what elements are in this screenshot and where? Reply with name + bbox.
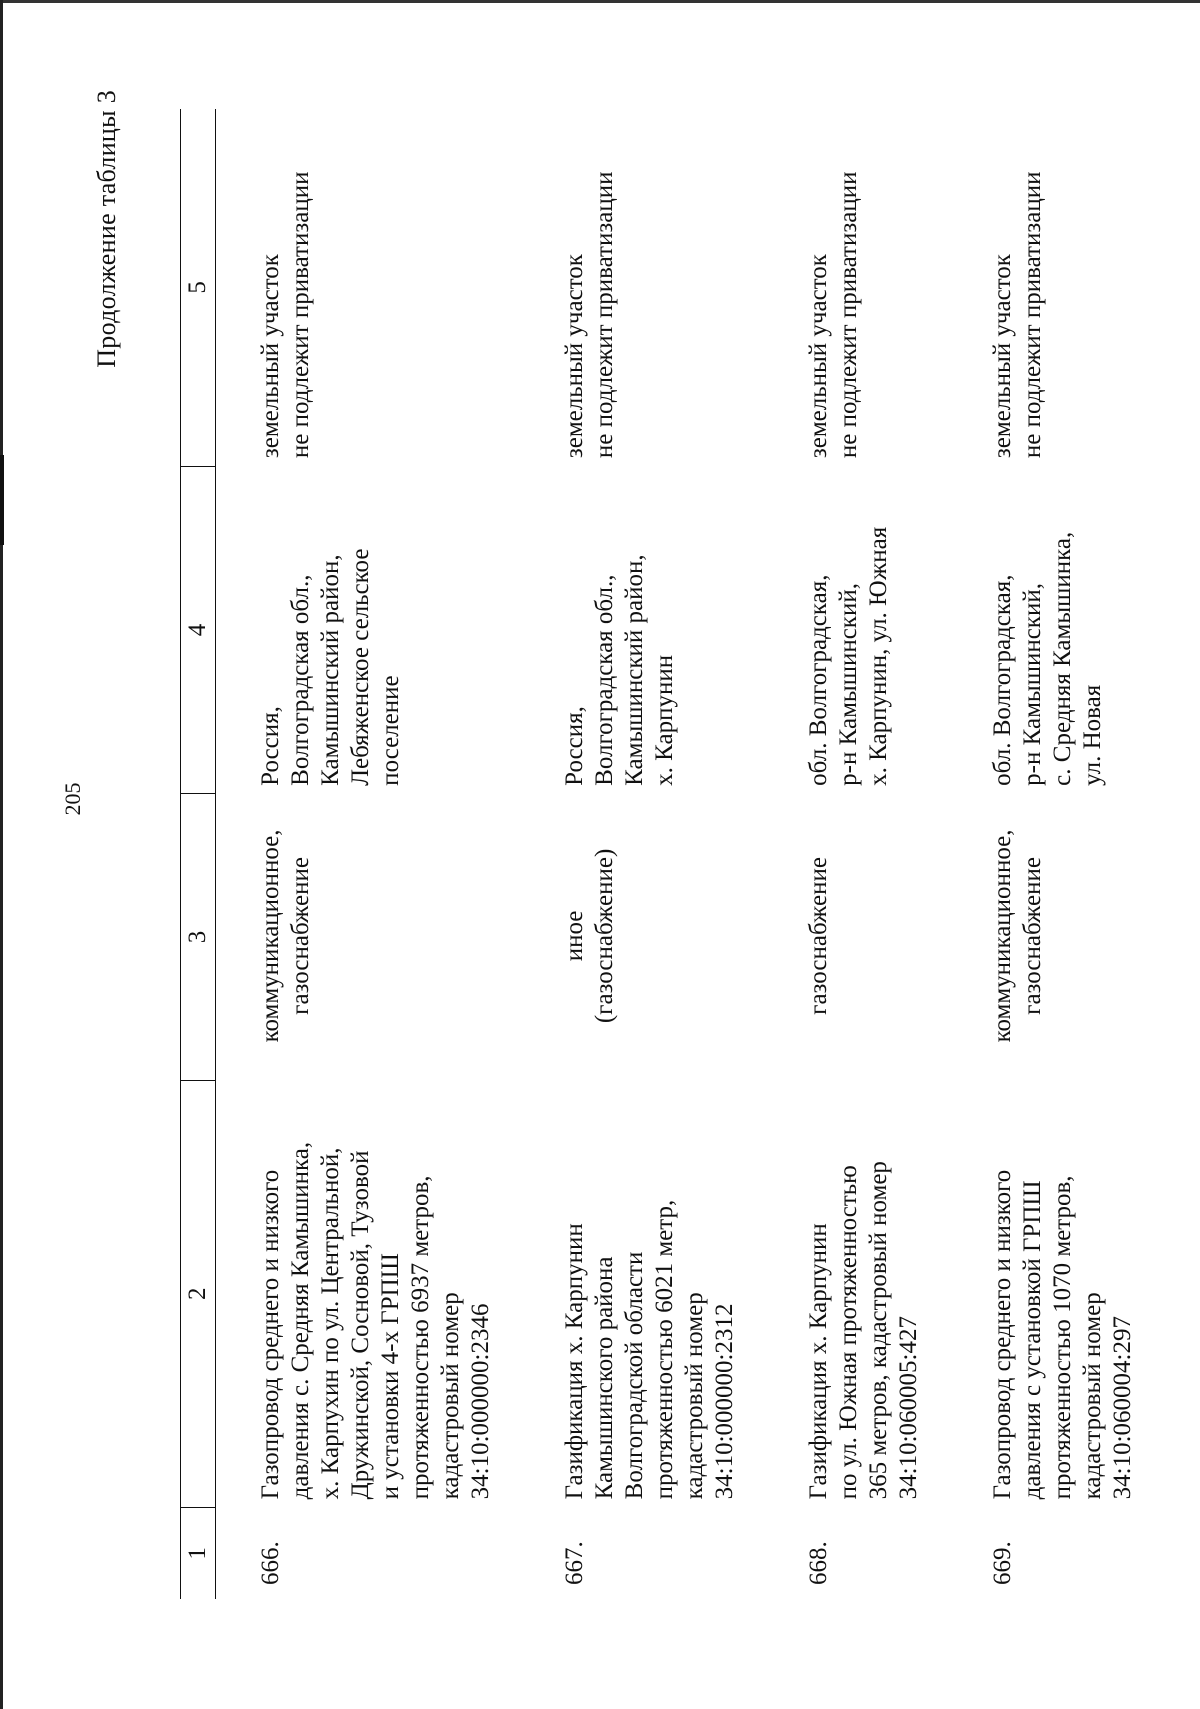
location-line: х. Карпунин, ул. Южная	[865, 526, 892, 786]
object-name-cell	[954, 1080, 1168, 1507]
purpose-line: иное	[561, 910, 588, 962]
object-name-line: кадастровый номер	[437, 1292, 464, 1500]
note-cell	[526, 109, 770, 466]
registry-table	[180, 109, 1168, 1599]
note-line: не подлежит приватизации	[591, 171, 618, 459]
row-number: 667.	[561, 1541, 588, 1585]
purpose-cell	[954, 794, 1168, 1080]
row-number: 666.	[257, 1541, 284, 1585]
object-name-line: Газификация х. Карпунин	[561, 1223, 588, 1500]
purpose-cell	[526, 794, 770, 1080]
object-name-line: Дружинской, Сосновой, Тузовой	[347, 1150, 374, 1500]
location-line: Россия,	[257, 706, 284, 786]
row-number: 668.	[805, 1541, 832, 1585]
page-number: 205	[60, 782, 85, 816]
note-cell	[216, 109, 527, 466]
object-name-line: кадастровый номер	[681, 1292, 708, 1500]
column-header: 3	[181, 794, 216, 1080]
object-name-line: Камышинского района	[591, 1256, 618, 1500]
object-name-line: Волгоградской области	[621, 1251, 648, 1500]
location-cell	[526, 466, 770, 794]
purpose-line: коммуникационное,	[257, 829, 284, 1043]
object-name-line: Газопровод среднего и низкого	[989, 1169, 1016, 1500]
note-line: земельный участок	[805, 254, 832, 459]
note-line: земельный участок	[561, 254, 588, 459]
note-line: земельный участок	[257, 254, 284, 459]
purpose-cell	[216, 794, 527, 1080]
table-row	[954, 109, 1168, 1599]
location-line: х. Карпунин	[651, 654, 678, 786]
row-number: 669.	[989, 1541, 1016, 1585]
note-line: земельный участок	[989, 254, 1016, 459]
location-line: Камышинский район,	[317, 554, 344, 786]
location-cell	[216, 466, 527, 794]
location-line: Россия,	[561, 706, 588, 786]
object-name-line: по ул. Южная протяженностью	[835, 1165, 862, 1500]
location-cell	[770, 466, 954, 794]
column-header: 4	[181, 466, 216, 794]
location-cell	[954, 466, 1168, 794]
location-line: Волгоградская обл.,	[591, 574, 618, 786]
location-line: ул. Новая	[1079, 684, 1106, 786]
location-line: Камышинский район,	[621, 554, 648, 786]
purpose-line: газоснабжение	[1019, 857, 1046, 1015]
object-name-line: 365 метров, кадастровый номер	[865, 1161, 892, 1500]
object-name-line: Газопровод среднего и низкого	[257, 1169, 284, 1500]
note-line: не подлежит приватизации	[287, 171, 314, 459]
location-line: поселение	[377, 675, 404, 786]
purpose-line: газоснабжение	[805, 857, 832, 1015]
object-name-line: кадастровый номер	[1079, 1292, 1106, 1500]
row-number-cell	[770, 1507, 954, 1599]
object-name-line: 34:10:060004:297	[1109, 1316, 1136, 1500]
table-caption: Продолжение таблицы 3	[92, 90, 121, 368]
object-name-cell	[526, 1080, 770, 1507]
object-name-cell	[216, 1080, 527, 1507]
object-name-line: давления с. Средняя Камышинка,	[287, 1141, 314, 1500]
location-line: обл. Волгоградская,	[989, 574, 1016, 786]
object-name-line: 34:10:000000:2346	[467, 1303, 494, 1500]
purpose-line: газоснабжение	[287, 857, 314, 1015]
row-number-cell	[526, 1507, 770, 1599]
note-cell	[770, 109, 954, 466]
header-row	[181, 109, 216, 1599]
purpose-line: коммуникационное,	[989, 829, 1016, 1043]
table-row	[526, 109, 770, 1599]
row-number-cell	[216, 1507, 527, 1599]
row-number-cell	[954, 1507, 1168, 1599]
table-body	[216, 109, 1169, 1599]
table-row	[770, 109, 954, 1599]
note-line: не подлежит приватизации	[1019, 171, 1046, 459]
object-name-line: давления с установкой ГРПШ	[1019, 1180, 1046, 1500]
table-row	[216, 109, 527, 1599]
object-name-line: Газификация х. Карпунин	[805, 1223, 832, 1500]
object-name-line: протяженностью 1070 метров,	[1049, 1175, 1076, 1500]
note-line: не подлежит приватизации	[835, 171, 862, 459]
purpose-line: (газоснабжение)	[591, 848, 618, 1024]
location-line: р-н Камышинский,	[835, 583, 862, 786]
location-line: обл. Волгоградская,	[805, 574, 832, 786]
object-name-line: 34:10:000000:2312	[711, 1303, 738, 1500]
location-line: с. Средняя Камышинка,	[1049, 531, 1076, 786]
location-line: Волгоградская обл.,	[287, 574, 314, 786]
object-name-line: х. Карпухин по ул. Центральной,	[317, 1147, 344, 1500]
column-header: 5	[181, 109, 216, 466]
column-header: 1	[181, 1507, 216, 1599]
object-name-line: протяженностью 6021 метр,	[651, 1199, 678, 1500]
object-name-cell	[770, 1080, 954, 1507]
location-line: Лебяженское сельское	[347, 548, 374, 786]
object-name-line: 34:10:060005:427	[895, 1316, 922, 1500]
location-line: р-н Камышинский,	[1019, 583, 1046, 786]
column-header: 2	[181, 1080, 216, 1507]
purpose-cell	[770, 794, 954, 1080]
object-name-line: и установки 4-х ГРПШ	[377, 1253, 404, 1500]
object-name-line: протяженностью 6937 метров,	[407, 1175, 434, 1500]
note-cell	[954, 109, 1168, 466]
